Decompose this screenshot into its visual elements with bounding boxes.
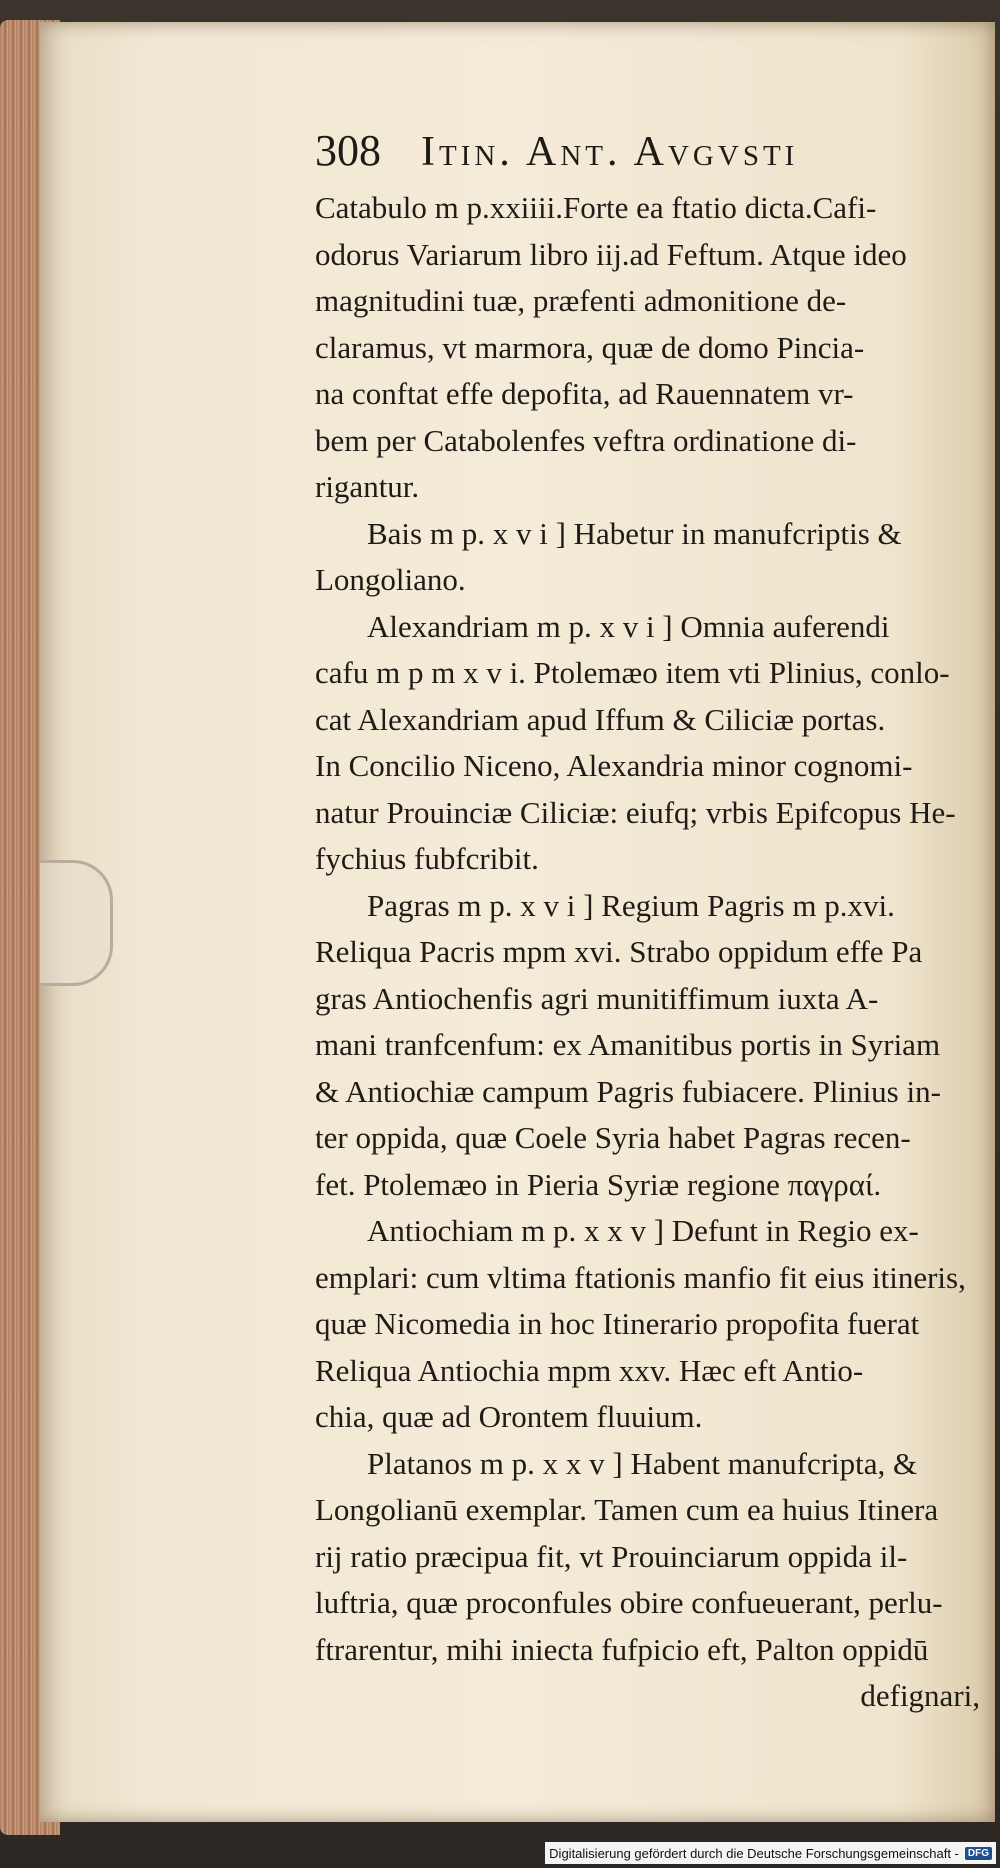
text-line: rij ratio præcipua fit, vt Prouinciarum oppida il- (315, 1538, 908, 1574)
running-title: Itin. Ant. Avgvsti (421, 129, 799, 175)
text-line: Antiochiam m p. x x v ] Defunt in Regio ex- (367, 1213, 919, 1248)
text-line: ftrarentur, mihi iniecta fufpicio eft, Palton oppidū (315, 1631, 929, 1667)
text-line: Pagras m p. x v i ] Regium Pagris m p.xvi. (367, 887, 895, 923)
text-line: magnitudini tuæ, præfenti admonitione de- (315, 283, 847, 318)
text-line: gras Antiochenfis agri munitiffimum iuxta A- (315, 980, 879, 1016)
text-line: cat Alexandriam apud Iffum & Ciliciæ portas. (315, 701, 886, 737)
text-line: Bais m p. x v i ] Habetur in manufcriptis & (367, 515, 902, 551)
text-line: Reliqua Antiochia mpm xxv. Hæc eft Antio- (315, 1352, 864, 1388)
text-body (315, 185, 980, 1720)
text-line: Longoliano. (315, 562, 466, 597)
text-line: Reliqua Pacris mpm xvi. Strabo oppidum effe Pa (315, 934, 923, 969)
text-line: Alexandriam m p. x v i ] Omnia auferendi (367, 608, 890, 644)
text-line: emplari: cum vltima ftationis manfio fit eius itineris, (315, 1259, 966, 1295)
text-line: luftria, quæ proconfules obire confueuerant, perlu- (315, 1585, 943, 1620)
credit-text: Digitalisierung gefördert durch die Deutsche Forschungsgemeinschaft - (549, 1845, 959, 1861)
text-line: mani tranfcenfum: ex Amanitibus portis in Syriam (315, 1027, 941, 1062)
text-line: claramus, vt marmora, quæ de domo Pincia- (315, 329, 865, 365)
text-line: quæ Nicomedia in hoc Itinerario propofita fuerat (315, 1306, 920, 1341)
text-line: fet. Ptolemæo in Pieria Syriæ regione παγραί. (315, 1166, 882, 1202)
page-clip (40, 860, 113, 986)
text-line: chia, quæ ad Orontem fluuium. (315, 1399, 703, 1434)
text-line: cafu m p m x v i. Ptolemæo item vti Plinius, conlo- (315, 655, 950, 690)
text-line: fychius fubfcribit. (315, 841, 539, 876)
text-line: rigantur. (315, 469, 420, 504)
text-line: In Concilio Niceno, Alexandria minor cognomi- (315, 748, 913, 783)
page-number: 308 (315, 126, 381, 175)
text-line: ter oppida, quæ Coele Syria habet Pagras recen- (315, 1120, 911, 1155)
page-header (315, 125, 975, 185)
text-line: na conftat effe depofita, ad Rauennatem vr- (315, 376, 854, 411)
text-line: & Antiochiæ campum Pagris fubiacere. Plinius in- (315, 1073, 941, 1109)
digitization-credit (545, 1842, 996, 1864)
dfg-logo: DFG (965, 1847, 992, 1860)
text-line: bem per Catabolenfes veftra ordinatione di- (315, 422, 857, 458)
text-line: odorus Variarum libro iij.ad Feftum. Atque ideo (315, 236, 907, 272)
text-line: natur Prouinciæ Ciliciæ: eiufq; vrbis Epifcopus He- (315, 794, 956, 830)
text-line: Platanos m p. x x v ] Habent manufcripta, & (367, 1445, 918, 1481)
text-line: Catabulo m p.xxiiii.Forte ea ftatio dicta.Cafi- (315, 190, 877, 225)
text-line: defignari, (860, 1678, 980, 1713)
text-line: Longolianū exemplar. Tamen cum ea huius Itinera (315, 1492, 939, 1527)
